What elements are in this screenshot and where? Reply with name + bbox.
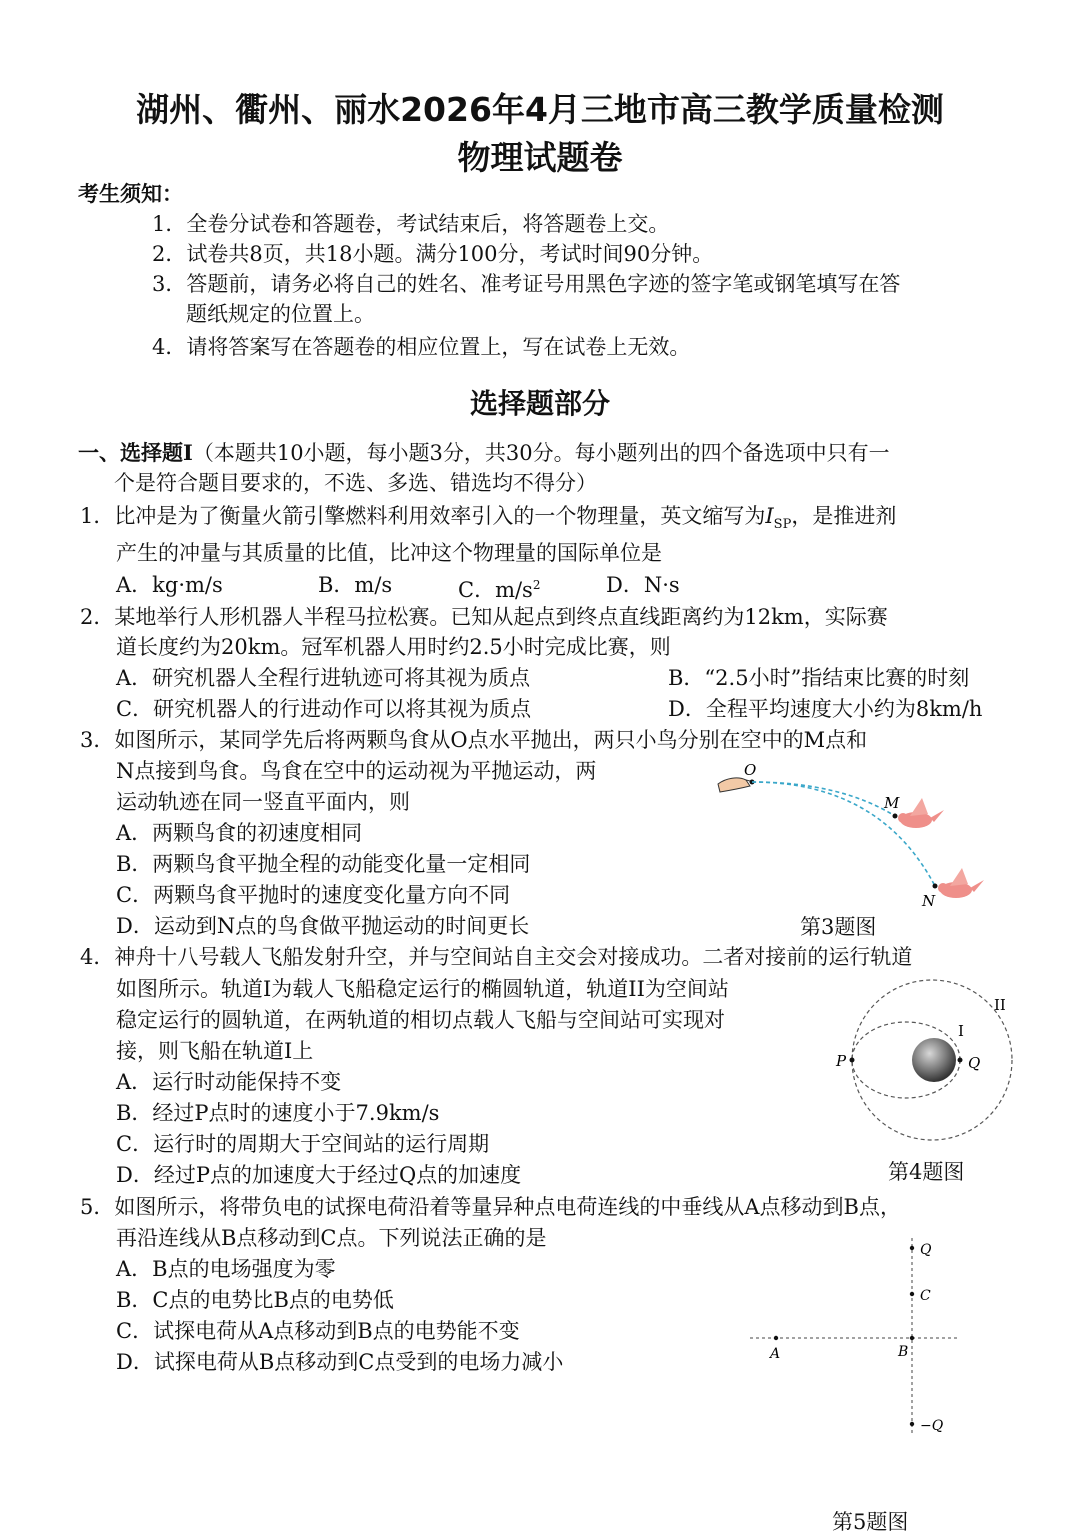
q2-option-c: C．研究机器人的行进动作可以将其视为质点	[116, 697, 532, 721]
label-q: Q	[920, 1242, 932, 1258]
section-title: 选择题部分	[469, 387, 610, 420]
q3-option-d: D．运动到N点的鸟食做平抛运动的时间更长	[116, 914, 530, 938]
label-q: Q	[968, 1054, 981, 1072]
q5-caption: 第5题图	[832, 1510, 909, 1534]
q1-num: 1．	[80, 504, 115, 528]
label-p: P	[836, 1052, 847, 1070]
paper-title: 物理试题卷	[457, 138, 623, 177]
q2-line2: 道长度约为20km。冠军机器人用时约2.5小时完成比赛，则	[116, 635, 671, 659]
q5-option-a: A．B点的电场强度为零	[116, 1257, 336, 1281]
q1-text-a: 比冲是为了衡量火箭引擎燃料利用效率引入的一个物理量，英文缩写为	[114, 504, 766, 528]
q3-caption: 第3题图	[800, 915, 877, 939]
bird-icon	[898, 798, 944, 828]
q4-option-c: C．运行时的周期大于空间站的运行周期	[116, 1132, 490, 1156]
point-m	[893, 814, 898, 819]
q4-figure	[832, 980, 1032, 1150]
q4-option-b: B．经过P点时的速度小于7.9km/s	[116, 1101, 440, 1125]
part1-desc-cont: 个是符合题目要求的，不选、多选、错选均不得分）	[114, 471, 597, 495]
label-b: B	[898, 1344, 909, 1360]
q2-option-a: A．研究机器人全程行进轨迹可将其视为质点	[116, 666, 531, 690]
q2-option-d: D．全程平均速度大小约为8km/h	[668, 697, 983, 721]
q1-text-b: ，是推进剂	[791, 504, 897, 528]
q4-line2: 如图所示。轨道I为载人飞船稳定运行的椭圆轨道，轨道II为空间站	[116, 977, 729, 1001]
notice-item-3-cont: 题纸规定的位置上。	[186, 302, 375, 326]
q4-option-d: D．经过P点的加速度大于经过Q点的加速度	[116, 1163, 522, 1187]
q4-option-a: A．运行时动能保持不变	[116, 1070, 342, 1094]
charge-neg-q	[910, 1422, 914, 1426]
notice-heading: 考生须知：	[78, 181, 183, 206]
q1-line2: 产生的冲量与其质量的比值，比冲这个物理量的国际单位是	[116, 541, 662, 565]
q4-caption: 第4题图	[888, 1160, 965, 1184]
label-o: O	[744, 761, 757, 779]
part1-intro	[78, 440, 890, 466]
charge-q	[910, 1246, 914, 1250]
q2-line1: 2．某地举行人形机器人半程马拉松赛。已知从起点到终点直线距离约为12km，实际赛	[80, 605, 888, 629]
q3-option-a: A．两颗鸟食的初速度相同	[116, 821, 363, 845]
label-m: M	[884, 794, 900, 812]
hand-icon	[718, 778, 754, 792]
bird-icon	[938, 868, 984, 898]
q5-option-d: D．试探电荷从B点移动到C点受到的电场力减小	[116, 1350, 564, 1374]
q3-line3: 运动轨迹在同一竖直平面内，则	[116, 790, 410, 814]
point-a	[774, 1336, 778, 1340]
notice-item-1: 1．全卷分试卷和答题卷，考试结束后，将答题卷上交。	[152, 212, 670, 236]
q5-line1: 5．如图所示，将带负电的试探电荷沿着等量异种点电荷连线的中垂线从A点移动到B点，	[80, 1195, 901, 1219]
label-orbit-ii: II	[994, 996, 1006, 1014]
q4-line1: 4．神舟十八号载人飞船发射升空，并与空间站自主交会对接成功。二者对接前的运行轨道	[80, 945, 913, 969]
trajectory-n	[752, 782, 935, 886]
q1-symbol: I	[765, 504, 774, 528]
label-c: C	[920, 1288, 931, 1304]
exam-title: 湖州、衢州、丽水2026年4月三地市高三教学质量检测	[136, 90, 944, 129]
trajectory-m	[752, 782, 895, 816]
notice-item-2: 2．试卷共8页，共18小题。满分100分，考试时间90分钟。	[152, 242, 714, 266]
q5-line2: 再沿连线从B点移动到C点。下列说法正确的是	[116, 1226, 547, 1250]
point-q	[958, 1058, 963, 1063]
q5-option-c: C．试探电荷从A点移动到B点的电势能不变	[116, 1319, 520, 1343]
q5-option-b: B．C点的电势比B点的电势低	[116, 1288, 394, 1312]
q3-option-c: C．两颗鸟食平抛时的速度变化量方向不同	[116, 883, 511, 907]
earth	[912, 1038, 956, 1082]
q1-subscript: SP	[773, 517, 792, 533]
q1-option-c	[458, 572, 540, 603]
q3-figure	[710, 758, 1010, 908]
point-n	[933, 884, 938, 889]
label-n: N	[922, 892, 936, 910]
q3-option-b: B．两颗鸟食平抛全程的动能变化量一定相同	[116, 852, 531, 876]
label-neg-q: −Q	[920, 1418, 944, 1434]
label-orbit-i: I	[958, 1022, 964, 1040]
q3-line1: 3．如图所示，某同学先后将两颗鸟食从O点水平抛出，两只小鸟分别在空中的M点和	[80, 728, 868, 752]
q1-line1	[80, 503, 896, 538]
q2-option-b: B．“2.5小时”指结束比赛的时刻	[668, 666, 970, 690]
q1-option-c-sup: 2	[532, 578, 541, 592]
part1-heading: 一、选择题I	[78, 440, 193, 465]
q1-option-b: B．m/s	[318, 573, 393, 597]
q4-line3: 稳定运行的圆轨道，在两轨道的相切点载人飞船与空间站可实现对	[116, 1008, 725, 1032]
q1-option-c-text: C．m/s	[458, 578, 533, 602]
q3-line2: N点接到鸟食。鸟食在空中的运动视为平抛运动，两	[116, 759, 597, 783]
q1-option-a: A．kg·m/s	[116, 573, 223, 597]
point-c	[910, 1292, 914, 1296]
notice-item-4: 4．请将答案写在答题卷的相应位置上，写在试卷上无效。	[152, 335, 691, 359]
point-b	[910, 1336, 914, 1340]
point-p	[850, 1058, 855, 1063]
notice-item-3: 3．答题前，请务必将自己的姓名、准考证号用黑色字迹的签字笔或钢笔填写在答	[152, 272, 901, 296]
part1-desc: （本题共10小题，每小题3分，共30分。每小题列出的四个备选项中只有一	[192, 441, 890, 465]
q5-figure	[746, 1236, 976, 1476]
q4-line4: 接，则飞船在轨道I上	[116, 1039, 314, 1063]
label-a: A	[770, 1346, 781, 1362]
q1-option-d: D．N·s	[606, 573, 680, 597]
